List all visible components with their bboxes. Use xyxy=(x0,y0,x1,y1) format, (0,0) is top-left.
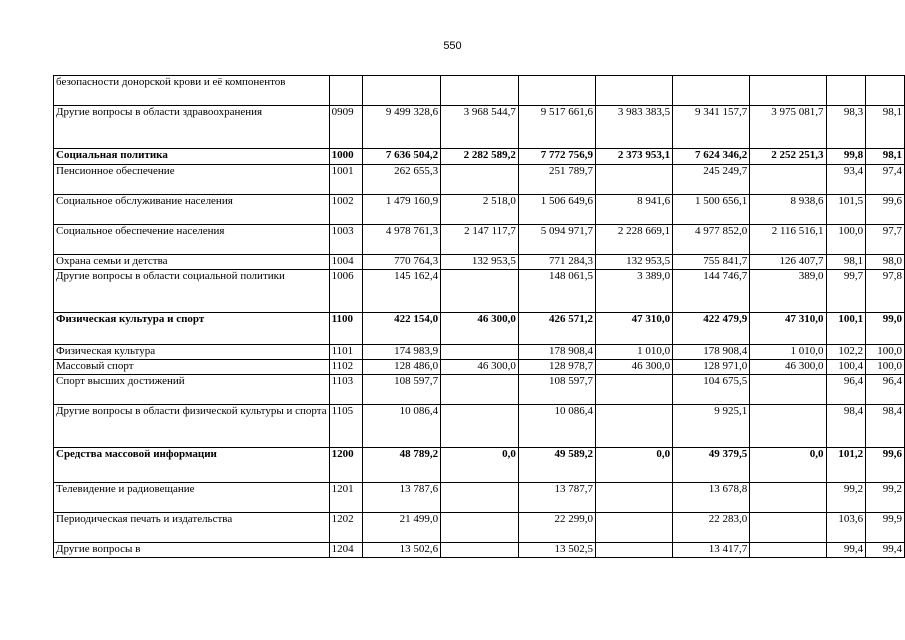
value-cell: 132 953,5 xyxy=(441,255,519,270)
row-code-cell: 1201 xyxy=(329,483,363,513)
value-cell: 771 284,3 xyxy=(518,255,595,270)
value-cell xyxy=(363,76,441,106)
percent-cell xyxy=(866,76,905,106)
value-cell: 9 925,1 xyxy=(673,405,750,448)
value-cell: 1 010,0 xyxy=(596,345,673,360)
value-cell: 49 379,5 xyxy=(673,448,750,483)
value-cell xyxy=(596,76,673,106)
value-cell: 108 597,7 xyxy=(518,375,595,405)
value-cell xyxy=(518,76,595,106)
percent-cell: 100,0 xyxy=(866,360,905,375)
percent-cell: 96,4 xyxy=(826,375,866,405)
percent-cell: 99,4 xyxy=(866,543,905,558)
percent-cell: 98,4 xyxy=(866,405,905,448)
value-cell: 755 841,7 xyxy=(673,255,750,270)
value-cell: 0,0 xyxy=(441,448,519,483)
percent-cell: 103,6 xyxy=(826,513,866,543)
row-code-cell: 1105 xyxy=(329,405,363,448)
value-cell: 22 283,0 xyxy=(673,513,750,543)
value-cell: 10 086,4 xyxy=(518,405,595,448)
row-name-cell: Физическая культура xyxy=(54,345,330,360)
row-code-cell: 1000 xyxy=(329,149,363,165)
row-code-cell xyxy=(329,76,363,106)
table-row xyxy=(54,360,905,375)
row-name-cell: Другие вопросы в области социальной политики xyxy=(54,270,330,313)
table-row xyxy=(54,195,905,225)
value-cell: 2 147 117,7 xyxy=(441,225,519,255)
value-cell: 3 389,0 xyxy=(596,270,673,313)
row-name-cell: Другие вопросы в области здравоохранения xyxy=(54,106,330,149)
value-cell xyxy=(750,543,826,558)
table-row xyxy=(54,543,905,558)
row-code-cell: 1202 xyxy=(329,513,363,543)
value-cell: 422 154,0 xyxy=(363,313,441,345)
table-row xyxy=(54,483,905,513)
table-body xyxy=(54,76,905,558)
row-code-cell: 1103 xyxy=(329,375,363,405)
value-cell: 178 908,4 xyxy=(673,345,750,360)
table-row xyxy=(54,448,905,483)
value-cell xyxy=(596,543,673,558)
value-cell: 1 500 656,1 xyxy=(673,195,750,225)
value-cell: 2 116 516,1 xyxy=(750,225,826,255)
value-cell xyxy=(750,405,826,448)
row-code-cell: 1001 xyxy=(329,165,363,195)
value-cell: 13 417,7 xyxy=(673,543,750,558)
value-cell: 46 300,0 xyxy=(596,360,673,375)
row-name-cell: Средства массовой информации xyxy=(54,448,330,483)
value-cell: 2 373 953,1 xyxy=(596,149,673,165)
table-row xyxy=(54,76,905,106)
row-name-cell: Периодическая печать и издательства xyxy=(54,513,330,543)
page-number: 550 xyxy=(443,40,462,52)
value-cell: 21 499,0 xyxy=(363,513,441,543)
row-name-cell: Социальная политика xyxy=(54,149,330,165)
value-cell: 13 787,7 xyxy=(518,483,595,513)
value-cell xyxy=(750,513,826,543)
row-code-cell: 1006 xyxy=(329,270,363,313)
percent-cell: 98,0 xyxy=(866,255,905,270)
percent-cell: 101,5 xyxy=(826,195,866,225)
value-cell: 128 978,7 xyxy=(518,360,595,375)
percent-cell: 98,1 xyxy=(866,149,905,165)
value-cell: 3 983 383,5 xyxy=(596,106,673,149)
value-cell: 8 938,6 xyxy=(750,195,826,225)
value-cell: 22 299,0 xyxy=(518,513,595,543)
value-cell: 104 675,5 xyxy=(673,375,750,405)
value-cell: 0,0 xyxy=(596,448,673,483)
value-cell: 251 789,7 xyxy=(518,165,595,195)
value-cell: 126 407,7 xyxy=(750,255,826,270)
value-cell: 2 252 251,3 xyxy=(750,149,826,165)
value-cell: 4 977 852,0 xyxy=(673,225,750,255)
row-name-cell: безопасности донорской крови и её компонентов xyxy=(54,76,330,106)
value-cell xyxy=(750,483,826,513)
percent-cell: 100,1 xyxy=(826,313,866,345)
value-cell xyxy=(441,543,519,558)
table-row xyxy=(54,405,905,448)
value-cell: 9 499 328,6 xyxy=(363,106,441,149)
value-cell: 0,0 xyxy=(750,448,826,483)
value-cell xyxy=(596,483,673,513)
value-cell: 2 282 589,2 xyxy=(441,149,519,165)
row-name-cell: Спорт высших достижений xyxy=(54,375,330,405)
value-cell: 108 597,7 xyxy=(363,375,441,405)
value-cell: 13 502,5 xyxy=(518,543,595,558)
value-cell xyxy=(596,165,673,195)
value-cell: 426 571,2 xyxy=(518,313,595,345)
percent-cell: 99,9 xyxy=(866,513,905,543)
percent-cell: 98,1 xyxy=(866,106,905,149)
value-cell xyxy=(750,76,826,106)
row-name-cell: Пенсионное обеспечение xyxy=(54,165,330,195)
value-cell xyxy=(441,165,519,195)
value-cell xyxy=(596,405,673,448)
budget-table xyxy=(53,75,905,558)
value-cell xyxy=(750,165,826,195)
value-cell: 1 010,0 xyxy=(750,345,826,360)
row-name-cell: Социальное обеспечение населения xyxy=(54,225,330,255)
value-cell: 47 310,0 xyxy=(750,313,826,345)
percent-cell: 99,6 xyxy=(866,448,905,483)
value-cell xyxy=(441,513,519,543)
percent-cell: 98,4 xyxy=(826,405,866,448)
value-cell xyxy=(441,345,519,360)
percent-cell: 93,4 xyxy=(826,165,866,195)
row-code-cell: 1200 xyxy=(329,448,363,483)
value-cell: 178 908,4 xyxy=(518,345,595,360)
table-row xyxy=(54,255,905,270)
table-row xyxy=(54,149,905,165)
value-cell: 770 764,3 xyxy=(363,255,441,270)
percent-cell: 99,2 xyxy=(866,483,905,513)
value-cell: 389,0 xyxy=(750,270,826,313)
value-cell: 3 975 081,7 xyxy=(750,106,826,149)
value-cell: 7 772 756,9 xyxy=(518,149,595,165)
percent-cell: 98,3 xyxy=(826,106,866,149)
value-cell: 2 228 669,1 xyxy=(596,225,673,255)
value-cell: 46 300,0 xyxy=(441,360,519,375)
value-cell: 422 479,9 xyxy=(673,313,750,345)
value-cell: 8 941,6 xyxy=(596,195,673,225)
value-cell: 1 479 160,9 xyxy=(363,195,441,225)
value-cell: 3 968 544,7 xyxy=(441,106,519,149)
table-row xyxy=(54,345,905,360)
table-row xyxy=(54,165,905,195)
row-name-cell: Физическая культура и спорт xyxy=(54,313,330,345)
value-cell xyxy=(441,76,519,106)
row-name-cell: Массовый спорт xyxy=(54,360,330,375)
value-cell: 1 506 649,6 xyxy=(518,195,595,225)
value-cell: 9 517 661,6 xyxy=(518,106,595,149)
value-cell: 262 655,3 xyxy=(363,165,441,195)
row-code-cell: 1102 xyxy=(329,360,363,375)
row-code-cell: 1004 xyxy=(329,255,363,270)
row-code-cell: 1100 xyxy=(329,313,363,345)
row-name-cell: Другие вопросы в области физической культуры и спорта xyxy=(54,405,330,448)
percent-cell: 99,7 xyxy=(826,270,866,313)
percent-cell: 99,4 xyxy=(826,543,866,558)
row-name-cell: Социальное обслуживание населения xyxy=(54,195,330,225)
value-cell: 48 789,2 xyxy=(363,448,441,483)
value-cell: 132 953,5 xyxy=(596,255,673,270)
value-cell: 245 249,7 xyxy=(673,165,750,195)
value-cell: 4 978 761,3 xyxy=(363,225,441,255)
value-cell: 49 589,2 xyxy=(518,448,595,483)
value-cell: 13 502,6 xyxy=(363,543,441,558)
value-cell: 46 300,0 xyxy=(441,313,519,345)
percent-cell: 97,8 xyxy=(866,270,905,313)
percent-cell: 100,0 xyxy=(866,345,905,360)
row-code-cell: 0909 xyxy=(329,106,363,149)
value-cell: 46 300,0 xyxy=(750,360,826,375)
value-cell: 5 094 971,7 xyxy=(518,225,595,255)
percent-cell: 102,2 xyxy=(826,345,866,360)
table-row xyxy=(54,313,905,345)
value-cell: 13 678,8 xyxy=(673,483,750,513)
value-cell xyxy=(441,405,519,448)
percent-cell: 99,6 xyxy=(866,195,905,225)
table-row xyxy=(54,225,905,255)
value-cell: 144 746,7 xyxy=(673,270,750,313)
value-cell: 145 162,4 xyxy=(363,270,441,313)
value-cell xyxy=(673,76,750,106)
percent-cell: 99,8 xyxy=(826,149,866,165)
percent-cell: 97,4 xyxy=(866,165,905,195)
row-name-cell: Другие вопросы в xyxy=(54,543,330,558)
row-code-cell: 1003 xyxy=(329,225,363,255)
percent-cell: 97,7 xyxy=(866,225,905,255)
percent-cell: 100,0 xyxy=(826,225,866,255)
value-cell: 47 310,0 xyxy=(596,313,673,345)
value-cell xyxy=(441,270,519,313)
value-cell xyxy=(750,375,826,405)
value-cell: 2 518,0 xyxy=(441,195,519,225)
percent-cell: 101,2 xyxy=(826,448,866,483)
value-cell xyxy=(596,375,673,405)
row-name-cell: Телевидение и радиовещание xyxy=(54,483,330,513)
value-cell: 128 971,0 xyxy=(673,360,750,375)
value-cell: 13 787,6 xyxy=(363,483,441,513)
percent-cell: 99,2 xyxy=(826,483,866,513)
value-cell: 148 061,5 xyxy=(518,270,595,313)
row-code-cell: 1204 xyxy=(329,543,363,558)
value-cell: 7 636 504,2 xyxy=(363,149,441,165)
percent-cell: 99,0 xyxy=(866,313,905,345)
percent-cell: 98,1 xyxy=(826,255,866,270)
percent-cell: 100,4 xyxy=(826,360,866,375)
percent-cell: 96,4 xyxy=(866,375,905,405)
percent-cell xyxy=(826,76,866,106)
value-cell: 174 983,9 xyxy=(363,345,441,360)
value-cell: 9 341 157,7 xyxy=(673,106,750,149)
value-cell: 10 086,4 xyxy=(363,405,441,448)
value-cell: 128 486,0 xyxy=(363,360,441,375)
table-row xyxy=(54,106,905,149)
value-cell xyxy=(441,483,519,513)
table-row xyxy=(54,270,905,313)
row-code-cell: 1101 xyxy=(329,345,363,360)
row-name-cell: Охрана семьи и детства xyxy=(54,255,330,270)
table-row xyxy=(54,375,905,405)
value-cell xyxy=(441,375,519,405)
value-cell xyxy=(596,513,673,543)
value-cell: 7 624 346,2 xyxy=(673,149,750,165)
row-code-cell: 1002 xyxy=(329,195,363,225)
table-row xyxy=(54,513,905,543)
